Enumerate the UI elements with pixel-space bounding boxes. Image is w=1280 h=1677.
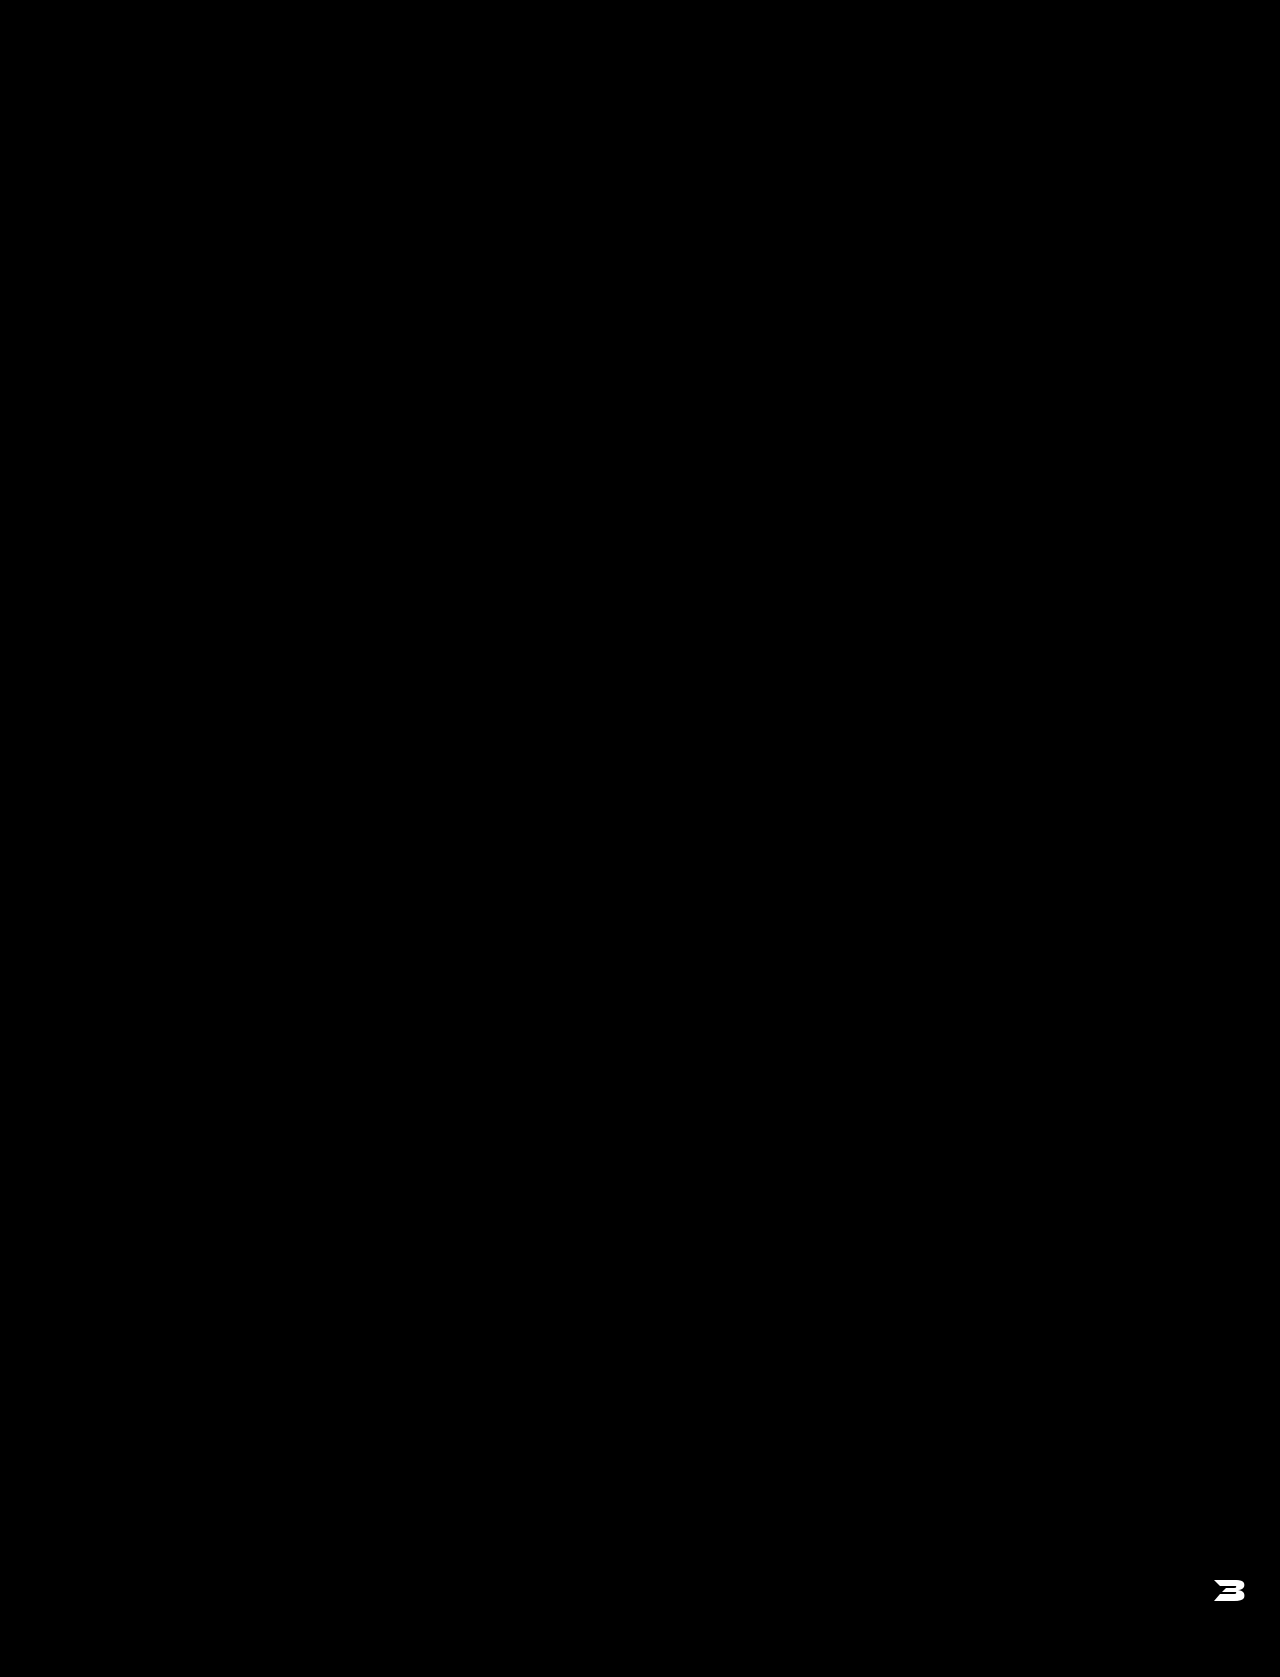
page-header	[520, 36, 1180, 68]
burtle-logo-icon	[1210, 1576, 1250, 1604]
